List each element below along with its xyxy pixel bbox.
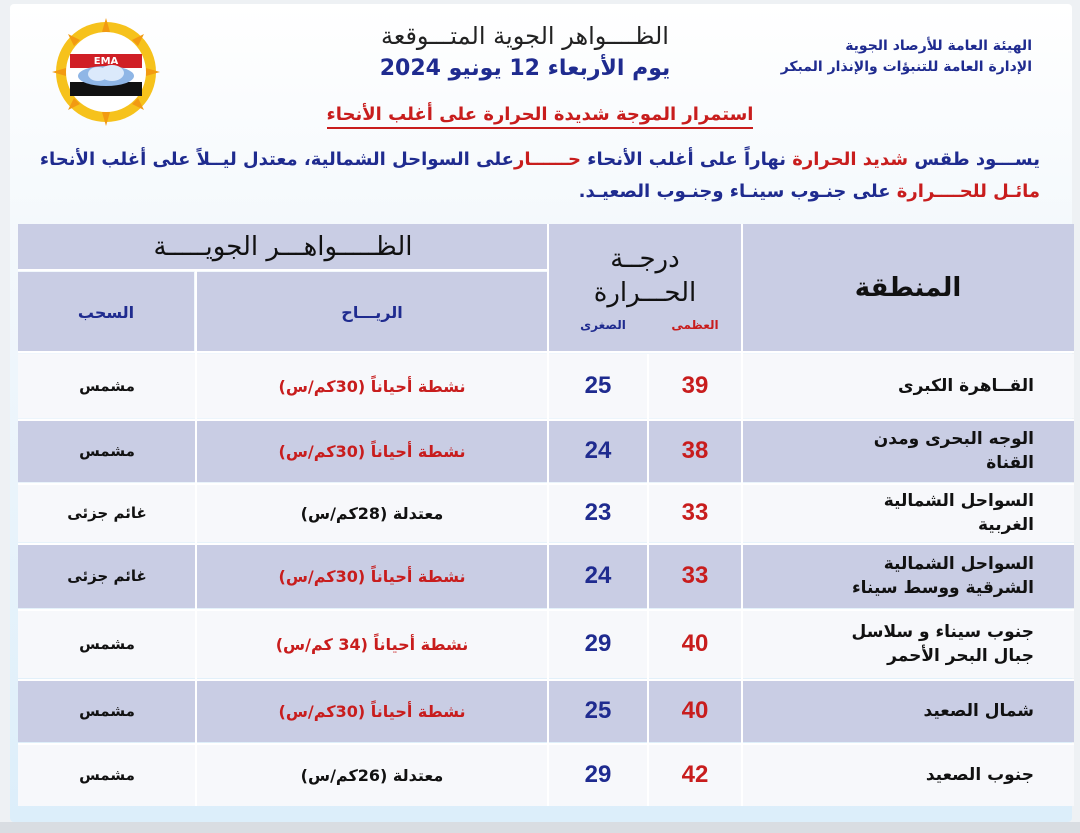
desc-part-3: نهاراً على أغلب الأنحاء [581, 149, 793, 170]
grid-horizontal-line [18, 419, 1074, 421]
header-max-label: العظمى [671, 318, 719, 332]
max-value: 39 [681, 372, 709, 399]
svg-text:EMA: EMA [93, 56, 119, 67]
cell-wind [196, 610, 548, 678]
desc-part-7: على جنـوب سينـاء وجنـوب الصعيـد. [578, 181, 897, 202]
headline [300, 104, 780, 125]
desc-part-5: على السواحل الشمالية، معتدل ليــلاً على أغلب الأنحاء [39, 149, 514, 170]
desc-part-6: مائـل للحــــرارة [896, 181, 1040, 202]
header-min [558, 314, 648, 336]
max-value: 33 [681, 562, 709, 589]
clouds-value: غائم جزئى [67, 567, 147, 585]
max-value: 38 [681, 437, 709, 464]
cell-max [648, 484, 742, 542]
bottom-strip [0, 822, 1080, 833]
min-value: 24 [584, 562, 612, 589]
cell-clouds [18, 680, 196, 742]
desc-part-1: يســـود طقس [908, 149, 1040, 170]
header-clouds-label: السحب [77, 302, 135, 322]
cell-max [648, 744, 742, 806]
region-value: القــاهرة الكبرى [898, 376, 1034, 396]
min-value: 29 [584, 761, 612, 788]
header-wind [196, 272, 548, 352]
cell-clouds [18, 484, 196, 542]
clouds-value: مشمس [79, 635, 135, 653]
clouds-value: مشمس [79, 377, 135, 395]
cell-min [548, 354, 648, 418]
ema-logo-icon [52, 18, 160, 126]
grid-vertical-line [741, 224, 743, 806]
desc-part-4: حــــــار [513, 149, 581, 170]
cell-max [648, 544, 742, 608]
clouds-value: مشمس [79, 702, 135, 720]
header-phenomena [18, 224, 548, 270]
min-value: 24 [584, 437, 612, 464]
cell-max [648, 420, 742, 482]
cell-region [742, 420, 1074, 482]
header-wind-label: الريـــاح [341, 302, 403, 322]
cell-max [648, 354, 742, 418]
min-value: 25 [584, 372, 612, 399]
cell-max [648, 610, 742, 678]
max-value: 40 [681, 630, 709, 657]
cell-wind [196, 354, 548, 418]
cell-wind [196, 420, 548, 482]
wind-value: نشطة أحياناً (34 كم/س) [275, 634, 469, 654]
cell-wind [196, 744, 548, 806]
cell-region [742, 354, 1074, 418]
grid-horizontal-line [18, 483, 1074, 485]
forecast-date: يوم الأربعاء 12 يونيو 2024 [379, 56, 671, 81]
grid-horizontal-line [18, 543, 1074, 545]
header-max [648, 314, 742, 336]
max-value: 42 [681, 761, 709, 788]
min-value: 25 [584, 697, 612, 724]
wind-value: معتدلة (28كم/س) [300, 503, 444, 523]
organization-name [781, 36, 1032, 78]
region-value: شمال الصعيد [923, 701, 1034, 721]
page-title: الظــــواهر الجوية المتـــوقعة [381, 22, 669, 50]
grid-horizontal-line [18, 609, 1074, 611]
cell-min [548, 744, 648, 806]
grid-horizontal-line [18, 679, 1074, 681]
wind-value: نشطة أحياناً (30كم/س) [278, 376, 466, 396]
cell-min [548, 680, 648, 742]
cell-min [548, 484, 648, 542]
wind-value: معتدلة (26كم/س) [300, 765, 444, 785]
cell-clouds [18, 544, 196, 608]
min-value: 29 [584, 630, 612, 657]
cell-region [742, 484, 1074, 542]
cell-region [742, 744, 1074, 806]
region-value: السواحل الشمالية الغربية [883, 491, 1034, 535]
clouds-value: مشمس [79, 766, 135, 784]
grid-vertical-line [647, 354, 649, 806]
header-clouds [18, 272, 194, 352]
header-temperature-label: درجــة الحـــرارة [593, 244, 697, 308]
region-value: السواحل الشمالية الشرقية ووسط سيناء [851, 554, 1034, 598]
region-value: الوجه البحرى ومدن القناة [873, 429, 1034, 473]
grid-horizontal-line [18, 351, 1074, 353]
max-value: 40 [681, 697, 709, 724]
region-value: جنوب الصعيد [925, 765, 1034, 785]
cell-min [548, 420, 648, 482]
cell-region [742, 610, 1074, 678]
cell-clouds [18, 420, 196, 482]
wind-value: نشطة أحياناً (30كم/س) [278, 441, 466, 461]
headline-text: استمرار الموجة شديدة الحرارة على أغلب الأنحاء [327, 104, 754, 129]
clouds-value: مشمس [79, 442, 135, 460]
cell-wind [196, 484, 548, 542]
grid-horizontal-line [18, 269, 548, 271]
cell-clouds [18, 610, 196, 678]
header-min-label: الصغرى [580, 318, 626, 332]
wind-value: نشطة أحياناً (30كم/س) [278, 566, 466, 586]
cell-min [548, 610, 648, 678]
cell-min [548, 544, 648, 608]
cell-clouds [18, 744, 196, 806]
grid-horizontal-line [18, 743, 1074, 745]
max-value: 33 [681, 499, 709, 526]
header-region-label: المنطقة [854, 273, 962, 303]
grid-vertical-line [547, 224, 549, 806]
cell-wind [196, 680, 548, 742]
forecast-table [18, 224, 1074, 820]
wind-value: نشطة أحياناً (30كم/س) [278, 701, 466, 721]
cell-region [742, 544, 1074, 608]
cell-region [742, 680, 1074, 742]
cell-clouds [18, 354, 196, 418]
weather-description [30, 144, 1040, 208]
cell-max [648, 680, 742, 742]
org-line-1: الهيئة العامة للأرصاد الجوية [845, 38, 1032, 54]
cell-wind [196, 544, 548, 608]
header-region [742, 224, 1074, 352]
org-line-2: الإدارة العامة للتنبؤات والإنذار المبكر [780, 59, 1032, 75]
header-phenomena-label: الظـــــواهـــر الجويـــــة [153, 232, 413, 262]
region-value: جنوب سيناء و سلاسل جبال البحر الأحمر [851, 622, 1034, 666]
min-value: 23 [584, 499, 612, 526]
clouds-value: غائم جزئى [67, 504, 147, 522]
desc-part-2: شديد الحرارة [792, 149, 909, 170]
